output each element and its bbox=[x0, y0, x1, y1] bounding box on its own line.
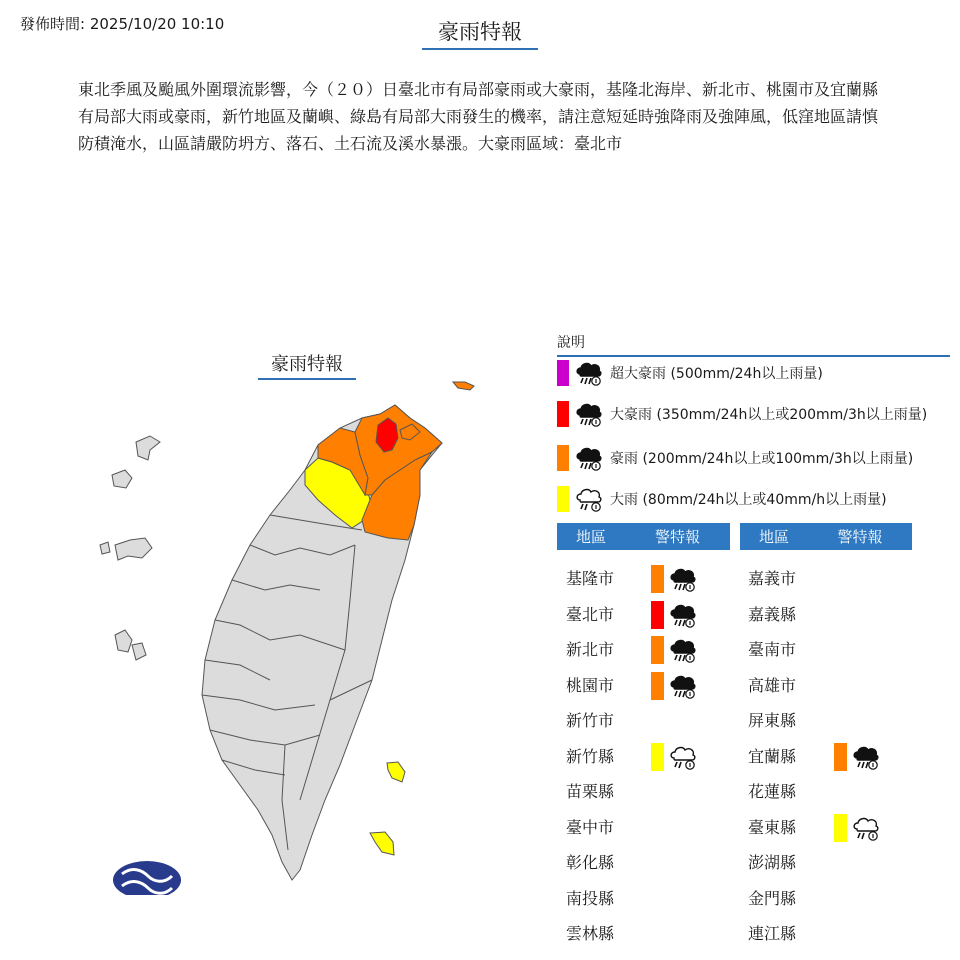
header-region: 地區 bbox=[575, 528, 606, 546]
heavy-rain-cloud-icon bbox=[574, 399, 604, 429]
header-warning: 警特報 bbox=[654, 528, 700, 546]
region-name: 連江縣 bbox=[748, 924, 797, 943]
island-orchid bbox=[370, 832, 394, 855]
region-name: 臺北市 bbox=[566, 605, 615, 624]
legend-label: 大豪雨 (350mm/24h以上或200mm/3h以上雨量) bbox=[610, 407, 928, 423]
legend-swatch bbox=[557, 445, 569, 471]
region-name: 彰化縣 bbox=[566, 853, 615, 872]
rain-cloud-outline-icon bbox=[851, 813, 881, 843]
island-kinmen-1 bbox=[115, 538, 152, 560]
warning-indicator bbox=[651, 671, 698, 701]
warning-indicator bbox=[651, 600, 698, 630]
warning-swatch bbox=[834, 743, 847, 771]
warning-swatch bbox=[651, 672, 664, 700]
region-name: 臺中市 bbox=[566, 818, 615, 837]
region-name: 嘉義縣 bbox=[748, 605, 797, 624]
table-header-left bbox=[557, 523, 730, 550]
region-name: 臺南市 bbox=[748, 640, 797, 659]
legend-swatch bbox=[557, 486, 569, 512]
region-name: 金門縣 bbox=[748, 889, 797, 908]
region-name: 苗栗縣 bbox=[566, 782, 615, 801]
legend-label: 豪雨 (200mm/24h以上或100mm/3h以上雨量) bbox=[610, 451, 914, 467]
heavy-rain-cloud-icon bbox=[668, 600, 698, 630]
warning-indicator bbox=[651, 564, 698, 594]
heavy-rain-cloud-icon bbox=[668, 671, 698, 701]
warning-description: 東北季風及颱風外圍環流影響，今（２０）日臺北市有局部豪雨或大豪雨，基隆北海岸、新北市、桃園市及宜蘭縣有局部大雨或豪雨，新竹地區及蘭嶼、綠島有局部大雨發生的機率，請注意短延時強降雨及強陣風，低窪地區請慎防積淹水，山區請嚴防坍方、落石、土石流及溪水暴漲。大豪雨區域：臺北市 bbox=[78, 80, 879, 153]
legend-item-torrential-rain bbox=[557, 399, 927, 429]
warning-swatch bbox=[651, 565, 664, 593]
table-header-right bbox=[740, 523, 912, 550]
warning-indicator bbox=[651, 635, 698, 665]
region-name: 新竹市 bbox=[566, 711, 615, 730]
header-warning: 警特報 bbox=[837, 528, 883, 546]
legend-item-extremely-torrential-rain bbox=[557, 358, 823, 388]
legend-title: 說明 bbox=[557, 332, 950, 357]
region-name: 基隆市 bbox=[566, 569, 615, 588]
heavy-rain-cloud-icon bbox=[668, 564, 698, 594]
heavy-rain-cloud-icon bbox=[574, 443, 604, 473]
warning-indicator bbox=[834, 742, 881, 772]
island-penghu-1 bbox=[115, 630, 132, 652]
rain-cloud-outline-icon bbox=[574, 484, 604, 514]
legend-item-heavy-rain bbox=[557, 484, 887, 514]
page-title: 豪雨特報 bbox=[422, 16, 538, 50]
legend-swatch bbox=[557, 401, 569, 427]
warning-swatch bbox=[651, 743, 664, 771]
region-name: 桃園市 bbox=[566, 676, 615, 695]
cwa-logo-icon bbox=[113, 861, 181, 895]
island-kinmen-2 bbox=[100, 542, 110, 554]
region-name: 雲林縣 bbox=[566, 924, 615, 943]
region-name: 新竹縣 bbox=[566, 747, 615, 766]
island-penghu-2 bbox=[132, 643, 146, 660]
region-name: 澎湖縣 bbox=[748, 853, 797, 872]
region-name: 新北市 bbox=[566, 640, 615, 659]
region-name: 宜蘭縣 bbox=[748, 747, 797, 766]
warning-swatch bbox=[834, 814, 847, 842]
warning-swatch bbox=[651, 636, 664, 664]
heavy-rain-cloud-icon bbox=[851, 742, 881, 772]
header-region: 地區 bbox=[758, 528, 789, 546]
legend-item-extremely-heavy-rain bbox=[557, 443, 913, 473]
island-matsu-1 bbox=[136, 436, 160, 460]
region-name: 高雄市 bbox=[748, 676, 797, 695]
warning-indicator bbox=[651, 742, 698, 772]
warning-indicator bbox=[834, 813, 881, 843]
heavy-rain-cloud-icon bbox=[574, 358, 604, 388]
region-name: 花蓮縣 bbox=[748, 782, 797, 801]
heavy-rain-cloud-icon bbox=[668, 635, 698, 665]
island-green-island bbox=[387, 762, 405, 782]
region-name: 臺東縣 bbox=[748, 818, 797, 837]
map-title: 豪雨特報 bbox=[258, 350, 356, 380]
region-name: 南投縣 bbox=[566, 889, 615, 908]
warning-swatch bbox=[651, 601, 664, 629]
region-name: 嘉義市 bbox=[748, 569, 797, 588]
taiwan-warning-map bbox=[95, 375, 485, 895]
region-name: 屏東縣 bbox=[748, 711, 797, 730]
legend-swatch bbox=[557, 360, 569, 386]
rain-cloud-outline-icon bbox=[668, 742, 698, 772]
island-matsu-2 bbox=[112, 470, 132, 488]
legend-label: 大雨 (80mm/24h以上或40mm/h以上雨量) bbox=[610, 492, 887, 508]
issue-time: 發佈時間: 2025/10/20 10:10 bbox=[20, 15, 225, 33]
legend-label: 超大豪雨 (500mm/24h以上雨量) bbox=[610, 366, 823, 382]
island-guishan bbox=[453, 382, 474, 390]
